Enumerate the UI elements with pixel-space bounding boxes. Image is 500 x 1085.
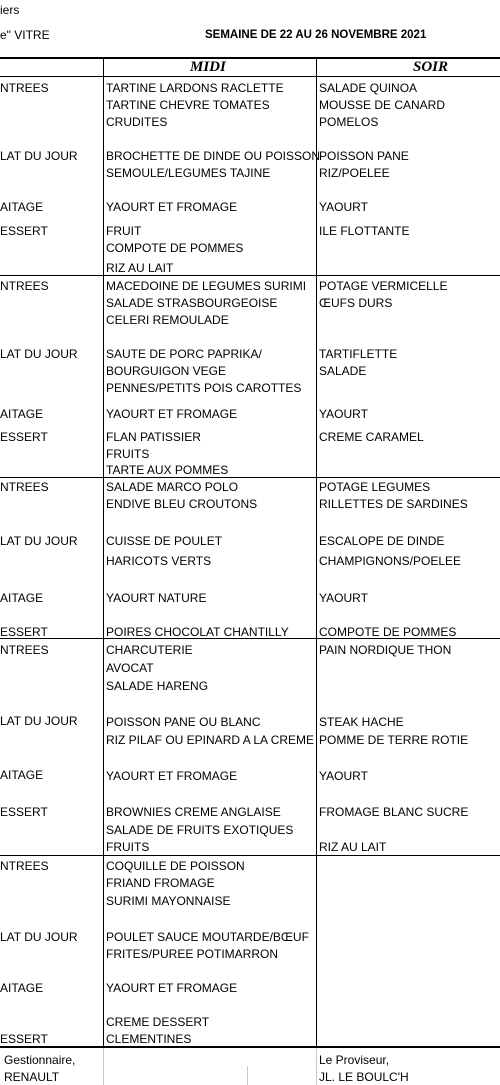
menu-item: TARTE AUX POMMES <box>106 463 229 477</box>
menu-item: BROCHETTE DE DINDE OU POISSON <box>106 149 321 163</box>
menu-item: MOUSSE DE CANARD <box>319 98 446 112</box>
menu-item: FRUITS <box>106 840 150 854</box>
category-label-dessert: ESSERT <box>0 224 48 238</box>
menu-item: CREME CARAMEL <box>319 430 424 444</box>
menu-item: CREME DESSERT <box>106 1015 210 1029</box>
header-row-border <box>0 76 500 77</box>
menu-item: AVOCAT <box>106 661 154 675</box>
menu-item: SEMOULE/LEGUMES TAJINE <box>106 166 271 180</box>
menu-item: TARTINE LARDONS RACLETTE <box>106 81 284 95</box>
category-label-plat: LAT DU JOUR <box>0 930 78 944</box>
menu-item: PENNES/PETITS POIS CAROTTES <box>106 381 302 395</box>
menu-item: POULET SAUCE MOUTARDE/BŒUF <box>106 930 309 944</box>
footer-gestionnaire-name: RENAULT <box>4 1070 60 1084</box>
menu-item: POMME DE TERRE ROTIE <box>319 733 469 747</box>
menu-item: ŒUFS DURS <box>319 296 393 310</box>
soir-column-divider <box>316 57 317 1047</box>
footer-divider <box>316 1048 317 1085</box>
menu-item: MACEDOINE DE LEGUMES SURIMI <box>106 279 307 293</box>
category-label-entrees: NTREES <box>0 859 49 873</box>
menu-item: POIRES CHOCOLAT CHANTILLY <box>106 625 289 639</box>
menu-item: CHARCUTERIE <box>106 643 193 657</box>
menu-item: BOURGUIGON VEGE <box>106 364 227 378</box>
menu-item: YAOURT <box>319 407 368 421</box>
menu-item: YAOURT ET FROMAGE <box>106 200 238 214</box>
menu-item: YAOURT <box>319 200 368 214</box>
menu-item: PAIN NORDIQUE THON <box>319 643 452 657</box>
menu-item: POTAGE VERMICELLE <box>319 279 448 293</box>
menu-item: SALADE DE FRUITS EXOTIQUES <box>106 823 294 837</box>
category-label-dessert: ESSERT <box>0 1032 48 1046</box>
menu-item: COMPOTE DE POMMES <box>319 625 457 639</box>
category-label-plat: LAT DU JOUR <box>0 534 78 548</box>
menu-item: SALADE QUINOA <box>319 81 418 95</box>
menu-item: SAUTE DE PORC PAPRIKA/ <box>106 347 262 361</box>
category-label-plat: LAT DU JOUR <box>0 714 78 728</box>
menu-item: HARICOTS VERTS <box>106 554 212 568</box>
table-bottom-border <box>0 1046 500 1048</box>
day-separator <box>0 275 500 276</box>
menu-item: SALADE HARENG <box>106 679 209 693</box>
menu-item: POMELOS <box>319 115 379 129</box>
category-label-dessert: ESSERT <box>0 430 48 444</box>
category-label-dessert: ESSERT <box>0 805 48 819</box>
menu-item: POISSON PANE <box>319 149 409 163</box>
menu-item: YAOURT ET FROMAGE <box>106 407 238 421</box>
day-separator <box>0 477 500 478</box>
menu-item: ESCALOPE DE DINDE <box>319 534 445 548</box>
menu-item: RIZ/POELEE <box>319 166 390 180</box>
category-label-laitage: AITAGE <box>0 200 44 214</box>
category-label-entrees: NTREES <box>0 279 49 293</box>
menu-item: COQUILLE DE POISSON <box>106 859 245 873</box>
category-label-laitage: AITAGE <box>0 768 44 782</box>
menu-item: RIZ PILAF OU EPINARD A LA CREME <box>106 733 315 747</box>
footer-divider <box>247 1066 248 1085</box>
menu-item: YAOURT <box>319 591 368 605</box>
menu-item: SALADE STRASBOURGEOISE <box>106 296 278 310</box>
category-label-laitage: AITAGE <box>0 591 44 605</box>
menu-item: FRUITS <box>106 447 150 461</box>
menu-item: RILLETTES DE SARDINES <box>319 497 468 511</box>
menu-item: FRITES/PUREE POTIMARRON <box>106 947 279 961</box>
category-label-dessert: ESSERT <box>0 625 48 639</box>
menu-item: SALADE MARCO POLO <box>106 480 239 494</box>
menu-item: FRIAND FROMAGE <box>106 876 215 890</box>
menu-item: YAOURT ET FROMAGE <box>106 769 238 783</box>
menu-item: ENDIVE BLEU CROUTONS <box>106 497 258 511</box>
category-label-laitage: AITAGE <box>0 981 44 995</box>
menu-item: YAOURT NATURE <box>106 591 207 605</box>
week-title: SEMAINE DE 22 AU 26 NOVEMBRE 2021 <box>205 29 427 41</box>
menu-item: POTAGE LEGUMES <box>319 480 431 494</box>
menu-item: CHAMPIGNONS/POELEE <box>319 554 462 568</box>
menu-item: SURIMI MAYONNAISE <box>106 894 231 908</box>
category-label-plat: LAT DU JOUR <box>0 347 78 361</box>
header-line-1: iers <box>0 3 20 17</box>
menu-item: FRUIT <box>106 224 142 238</box>
menu-item: TARTINE CHEVRE TOMATES <box>106 98 270 112</box>
menu-item: CRUDITES <box>106 115 168 129</box>
menu-item: RIZ AU LAIT <box>319 840 387 854</box>
footer-proviseur-title: Le Proviseur, <box>319 1053 390 1067</box>
menu-item: ILE FLOTTANTE <box>319 224 410 238</box>
category-label-plat: LAT DU JOUR <box>0 149 78 163</box>
menu-item: YAOURT ET FROMAGE <box>106 981 238 995</box>
menu-item: CELERI REMOULADE <box>106 313 229 327</box>
menu-item: SALADE <box>319 364 367 378</box>
day-separator <box>0 855 500 856</box>
menu-item: RIZ AU LAIT <box>106 261 174 275</box>
column-header-midi: MIDI <box>190 59 226 75</box>
menu-item: POISSON PANE OU BLANC <box>106 715 261 729</box>
menu-item: STEAK HACHE <box>319 715 404 729</box>
menu-item: BROWNIES CREME ANGLAISE <box>106 805 281 819</box>
footer-divider <box>103 1048 104 1085</box>
footer-gestionnaire-title: Gestionnaire, <box>4 1053 76 1067</box>
category-label-laitage: AITAGE <box>0 407 44 421</box>
category-label-entrees: NTREES <box>0 480 49 494</box>
category-label-entrees: NTREES <box>0 643 49 657</box>
menu-item: YAOURT <box>319 769 368 783</box>
category-label-entrees: NTREES <box>0 81 49 95</box>
menu-item: COMPOTE DE POMMES <box>106 241 244 255</box>
column-header-soir: SOIR <box>413 59 449 75</box>
header-school: e" VITRE <box>0 28 50 42</box>
menu-item: CLEMENTINES <box>106 1032 192 1046</box>
menu-item: TARTIFLETTE <box>319 347 398 361</box>
menu-item: FROMAGE BLANC SUCRE <box>319 805 469 819</box>
midi-column-divider <box>103 57 104 1047</box>
menu-item: FLAN PATISSIER <box>106 430 201 444</box>
menu-item: CUISSE DE POULET <box>106 534 223 548</box>
footer-proviseur-name: JL. LE BOULC'H <box>319 1070 409 1084</box>
